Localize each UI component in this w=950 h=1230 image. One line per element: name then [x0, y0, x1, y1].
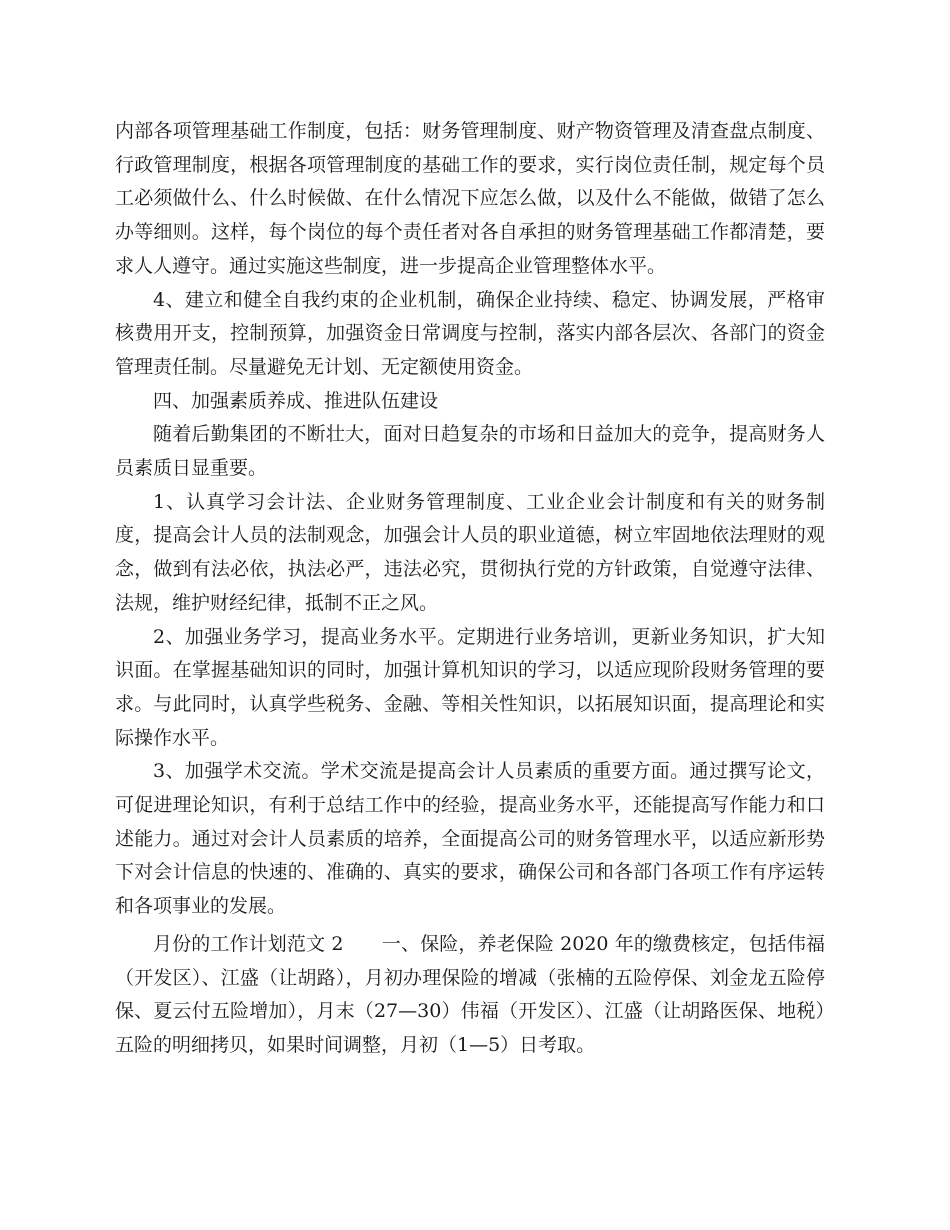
- paragraph-self-constraint: 4、建立和健全自我约束的企业机制，确保企业持续、稳定、协调发展，严格审核费用开支，控制预算，加强资金日常调度与控制，落实内部各层次、各部门的资金管理责任制。尽量避免无计划、无定额使用资金。: [115, 288, 825, 378]
- document-body: [115, 115, 825, 1063]
- paragraph-management-rules: 内部各项管理基础工作制度，包括：财务管理制度、财产物资管理及清查盘点制度、行政管理制度，根据各项管理制度的基础工作的要求，实行岗位责任制，规定每个员工必须做什么、什么时候做、在什么情况下应怎么做，以及什么不能做，做错了怎么办等细则。这样，每个岗位的每个责任者对各自承担的财务管理基础工作都清楚，要求人人遵守。通过实施这些制度，进一步提高企业管理整体水平。: [115, 120, 825, 277]
- section-heading-quality: 四、加强素质养成、推进队伍建设: [153, 389, 439, 412]
- paragraph-business-study: 2、加强业务学习，提高业务水平。定期进行业务培训，更新业务知识，扩大知识面。在掌握基础知识的同时，加强计算机知识的学习，以适应现阶段财务管理的要求。与此同时，认真学些税务、金融、等相关性知识，以拓展知识面，提高理论和实际操作水平。: [115, 625, 825, 749]
- paragraph-academic-exchange: 3、加强学术交流。学术交流是提高会计人员素质的重要方面。通过撰写论文，可促进理论知识，有利于总结工作中的经验，提高业务水平，还能提高写作能力和口述能力。通过对会计人员素质的培养，全面提高公司的财务管理水平，以适应新形势下对会计信息的快速的、准确的、真实的要求，确保公司和各部门各项工作有序运转和各项事业的发展。: [115, 760, 825, 918]
- paragraph-intro-quality: 随着后勤集团的不断壮大，面对日趋复杂的市场和日益加大的竞争，提高财务人员素质日显重要。: [115, 423, 825, 480]
- paragraph-monthly-plan: 月份的工作计划范文 2 一、保险，养老保险 2020 年的缴费核定，包括伟福（开发区）、江盛（让胡路），月初办理保险的增减（张楠的五险停保、刘金龙五险停保、夏云付五险增加），月末（27—30）伟福（开发区）、江盛（让胡路医保、地税）五险的明细拷贝，如果时间调整，月初（1—5）日考取。: [115, 932, 825, 1056]
- paragraph-study-law: 1、认真学习会计法、企业财务管理制度、工业企业会计制度和有关的财务制度，提高会计人员的法制观念，加强会计人员的职业道德，树立牢固地依法理财的观念，做到有法必依，执法必严，违法必究，贯彻执行党的方针政策，自觉遵守法律、法规，维护财经纪律，抵制不正之风。: [115, 490, 825, 614]
